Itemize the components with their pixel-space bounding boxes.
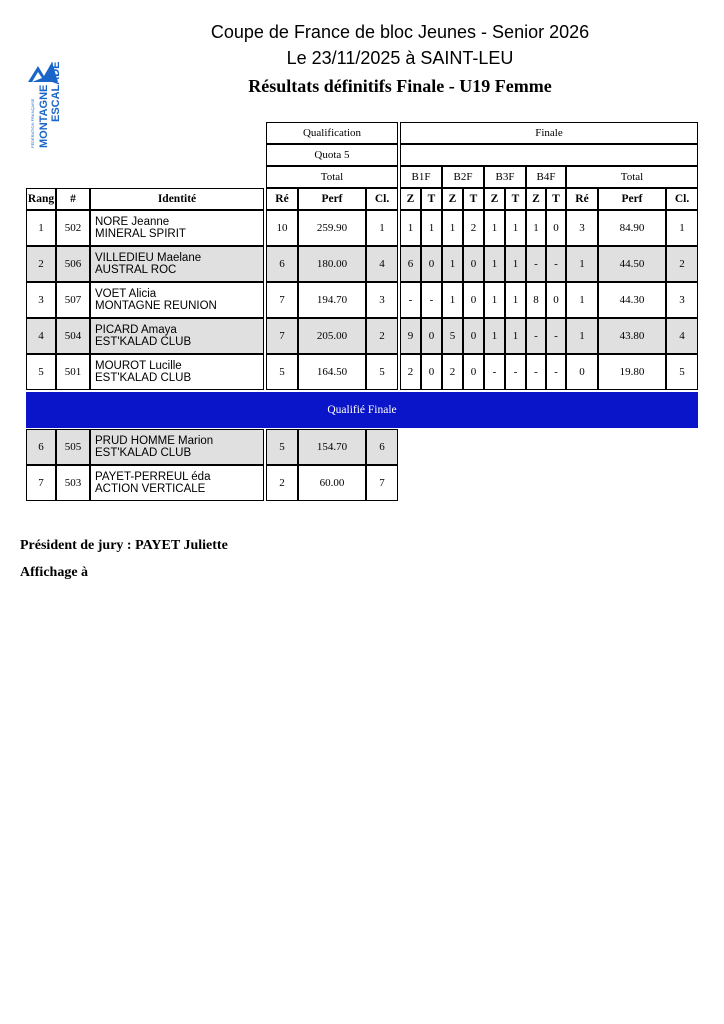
bib-cell: 507 [56,282,90,318]
qual-cl-cell: 3 [366,282,398,318]
rank-cell: 4 [26,318,56,354]
athlete-club: MINERAL SPIRIT [95,228,186,240]
top-cell: 1 [505,318,526,354]
svg-text:FÉDÉRATION FRANÇAISE: FÉDÉRATION FRANÇAISE [30,98,35,148]
final-re-cell: 3 [566,210,598,246]
col-q-cl-header: Cl. [366,188,398,210]
final-perf-cell: 19.80 [598,354,666,390]
finale-total-header: Total [566,166,698,188]
qual-perf-cell: 154.70 [298,429,366,465]
svg-text:MONTAGNE: MONTAGNE [38,84,50,148]
qualified-finale-band: Qualifié Finale [26,392,698,428]
final-re-cell: 1 [566,246,598,282]
top-cell: 1 [505,282,526,318]
zone-cell: 1 [484,246,505,282]
qual-re-cell: 7 [266,318,298,354]
svg-text:ESCALADE: ESCALADE [50,61,62,122]
top-cell: 0 [421,354,442,390]
rank-cell: 3 [26,282,56,318]
athlete-club: EST'KALAD CLUB [95,372,192,384]
athlete-identity [90,210,264,246]
rank-cell: 2 [26,246,56,282]
top-cell: 1 [505,246,526,282]
athlete-club: EST'KALAD CLUB [95,447,192,459]
athlete-name: PAYET-PERREUL éda [95,470,211,483]
qualification-total-header: Total [266,166,398,188]
bib-cell: 505 [56,429,90,465]
col-z-header: Z [400,188,421,210]
quota-cell: Quota 5 [266,144,398,166]
col-t-header: T [546,188,566,210]
final-perf-cell: 84.90 [598,210,666,246]
top-cell: - [546,246,566,282]
zone-cell: 2 [400,354,421,390]
qual-re-cell: 2 [266,465,298,501]
final-re-cell: 1 [566,282,598,318]
athlete-name: NORE Jeanne [95,215,170,228]
zone-cell: 1 [484,318,505,354]
top-cell: 0 [421,246,442,282]
col-num-header: # [56,188,90,210]
qual-re-cell: 6 [266,246,298,282]
final-perf-cell: 44.30 [598,282,666,318]
qual-cl-cell: 2 [366,318,398,354]
zone-cell: 1 [442,282,463,318]
top-cell: 0 [463,282,484,318]
final-cl-cell: 1 [666,210,698,246]
qual-perf-cell: 205.00 [298,318,366,354]
zone-cell: 1 [526,210,546,246]
athlete-name: PRUD HOMME Marion [95,434,214,447]
top-cell: 0 [463,246,484,282]
zone-cell: 1 [400,210,421,246]
zone-cell: 1 [484,282,505,318]
top-cell: - [546,318,566,354]
qual-cl-cell: 6 [366,429,398,465]
bib-cell: 502 [56,210,90,246]
qual-cl-cell: 1 [366,210,398,246]
col-t-header: T [421,188,442,210]
block-b2f-header: B2F [442,166,484,188]
qual-re-cell: 5 [266,429,298,465]
athlete-name: VOET Alicia [95,287,157,300]
final-perf-cell: 44.50 [598,246,666,282]
zone-cell: 6 [400,246,421,282]
zone-cell: 1 [442,210,463,246]
final-re-cell: 0 [566,354,598,390]
top-cell: 2 [463,210,484,246]
zone-cell: - [484,354,505,390]
athlete-club: AUSTRAL ROC [95,264,177,276]
block-b3f-header: B3F [484,166,526,188]
bib-cell: 501 [56,354,90,390]
zone-cell: - [526,246,546,282]
athlete-identity [90,465,264,501]
bib-cell: 504 [56,318,90,354]
final-perf-cell: 43.80 [598,318,666,354]
zone-cell: 1 [484,210,505,246]
final-cl-cell: 3 [666,282,698,318]
col-f-perf-header: Perf [598,188,666,210]
rank-cell: 7 [26,465,56,501]
col-q-perf-header: Perf [298,188,366,210]
zone-cell: 8 [526,282,546,318]
top-cell: - [505,354,526,390]
col-z-header: Z [526,188,546,210]
athlete-name: PICARD Amaya [95,323,177,336]
finale-spacer [400,144,698,166]
col-q-re-header: Ré [266,188,298,210]
col-rang-header: Rang [26,188,56,210]
qual-perf-cell: 194.70 [298,282,366,318]
qual-cl-cell: 7 [366,465,398,501]
athlete-club: EST'KALAD CLUB [95,336,192,348]
rank-cell: 1 [26,210,56,246]
top-cell: 1 [421,210,442,246]
athlete-identity [90,282,264,318]
top-cell: 0 [421,318,442,354]
zone-cell: - [526,318,546,354]
athlete-identity [90,429,264,465]
rank-cell: 5 [26,354,56,390]
finale-group-header: Finale [400,122,698,144]
col-f-re-header: Ré [566,188,598,210]
athlete-name: MOUROT Lucille [95,359,182,372]
rank-cell: 6 [26,429,56,465]
qual-cl-cell: 4 [366,246,398,282]
top-cell: 0 [546,282,566,318]
qual-perf-cell: 164.50 [298,354,366,390]
zone-cell: 2 [442,354,463,390]
block-b4f-header: B4F [526,166,566,188]
qualification-group-header: Qualification [266,122,398,144]
results-title: Résultats définitifs Finale - U19 Femme [248,76,552,96]
athlete-club: MONTAGNE REUNION [95,300,217,312]
qual-cl-cell: 5 [366,354,398,390]
col-z-header: Z [484,188,505,210]
final-cl-cell: 4 [666,318,698,354]
athlete-club: ACTION VERTICALE [95,483,206,495]
col-t-header: T [505,188,526,210]
qual-perf-cell: 60.00 [298,465,366,501]
qual-re-cell: 10 [266,210,298,246]
athlete-identity [90,354,264,390]
col-identite-header: Identité [90,188,264,210]
zone-cell: - [400,282,421,318]
athlete-identity [90,318,264,354]
final-re-cell: 1 [566,318,598,354]
bib-cell: 506 [56,246,90,282]
zone-cell: 9 [400,318,421,354]
qual-perf-cell: 180.00 [298,246,366,282]
top-cell: 0 [463,354,484,390]
final-cl-cell: 2 [666,246,698,282]
col-f-cl-header: Cl. [666,188,698,210]
competition-date-place: Le 23/11/2025 à SAINT-LEU [286,48,514,68]
competition-title: Coupe de France de bloc Jeunes - Senior 2026 [210,22,590,42]
qual-re-cell: 7 [266,282,298,318]
athlete-name: VILLEDIEU Maelane [95,251,202,264]
top-cell: - [546,354,566,390]
qual-perf-cell: 259.90 [298,210,366,246]
top-cell: 0 [463,318,484,354]
zone-cell: - [526,354,546,390]
athlete-identity [90,246,264,282]
bib-cell: 503 [56,465,90,501]
final-cl-cell: 5 [666,354,698,390]
col-z-header: Z [442,188,463,210]
top-cell: 1 [505,210,526,246]
jury-president: Président de jury : PAYET Juliette [20,538,228,553]
zone-cell: 1 [442,246,463,282]
block-b1f-header: B1F [400,166,442,188]
zone-cell: 5 [442,318,463,354]
col-t-header: T [463,188,484,210]
top-cell: - [421,282,442,318]
affichage-label: Affichage à [20,565,89,580]
top-cell: 0 [546,210,566,246]
qual-re-cell: 5 [266,354,298,390]
